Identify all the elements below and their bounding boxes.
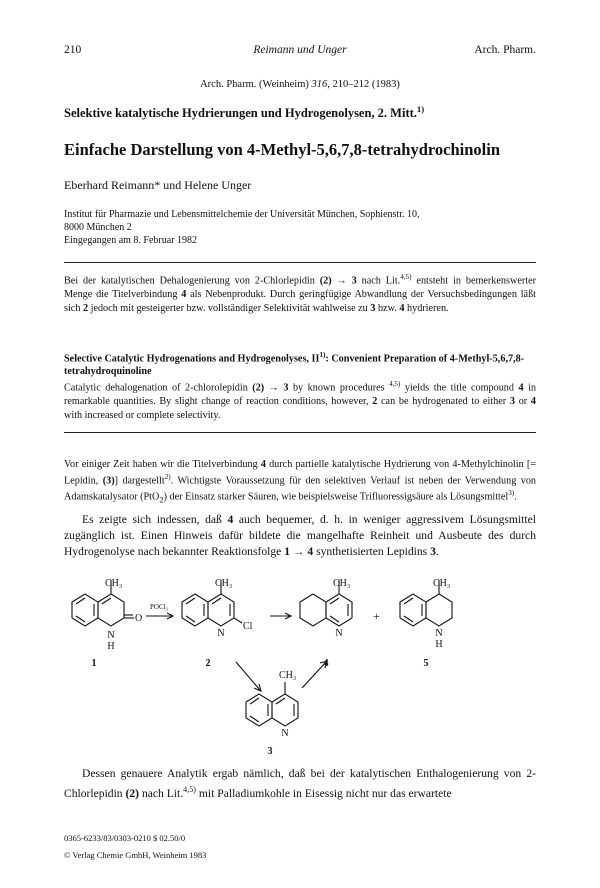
compound-number-3: 3 [267, 746, 273, 757]
main-title: Einfache Darstellung von 4-Methyl-5,6,7,8-tetrahydrochinolin [64, 140, 501, 159]
label-cl-2: Cl [243, 621, 253, 632]
compound-number-4: 4 [323, 658, 329, 669]
label-ch3-4: CH₃ [333, 578, 351, 589]
plus-sign: + [373, 609, 380, 623]
english-title: Selective Catalytic Hydrogenations and Hydrogenolyses, II$^{1)}$: Convenient Preparation of 4-Methyl-5,6,7,8-tetrahydroquinoline [64, 351, 525, 378]
received-date: Eingegangen am 8. Februar 1982 [64, 235, 198, 246]
label-n-3: N [281, 728, 289, 739]
compound-number-2: 2 [205, 658, 211, 669]
page-number: 210 [64, 44, 82, 56]
label-n-5: N [435, 628, 443, 639]
label-o-1: O [135, 613, 143, 624]
label-n-2: N [217, 628, 225, 639]
compound-number-5: 5 [423, 658, 429, 669]
label-ch3-2: CH₃ [215, 578, 233, 589]
compound-number-1: 1 [91, 658, 97, 669]
abstract-german: Bei der katalytischen Dehalogenierung von 2-Chlorlepidin (2) → 3 nach Lit.$^{4,5)}$ entsteht in bemerkenswerter Menge die Titelverbindung 4 als Nebenprodukt. Durch geringfügige Abwandlung der Versuchsbedingungen läßt sich 2 jedoch mit gesteigerter bzw. vollständiger Selektivität wahlweise zu 3 bzw. 4 hydrieren. [64, 273, 536, 315]
citation-line: Arch. Pharm. (Weinheim) 316, 210–212 (1983) [200, 79, 400, 90]
reaction-scheme [64, 578, 536, 758]
label-n-1: N [107, 630, 115, 641]
footnote-ref: 1) [416, 104, 425, 114]
body-paragraph-1: Vor einiger Zeit haben wir die Titelverbindung 4 durch partielle katalytische Hydrierung von 4-Methylchinolin [= Lepidin, (3)] dargestellt$^{2)}$. Wichtigste Voraussetzung für den selektiven Verlauf ist neben der Verwendung von Adamskatalysator (PtO$_2$) der Einsatz starker Säuren, wie beispielsweise Trifluoressigsäure als Lösungsmittel$^{3)}$. [64, 459, 537, 505]
abstract-english: Catalytic dehalogenation of 2-chlorolepidin (2) → 3 by known procedures $^{4,5)}$ yields the title compound 4 in remarkable quantities. By slight change of reaction conditions, however, 2 can be hydrogenated to either 3 or 4 with increased or complete selectivity. [64, 380, 536, 422]
affiliation-city: 8000 München 2 [64, 222, 132, 233]
label-ch3-5: CH₃ [433, 578, 451, 589]
abstract-bottom-rule [64, 432, 536, 433]
abstract-top-rule [64, 262, 536, 263]
compound-3-structure [246, 682, 298, 726]
compound-1-structure [72, 580, 134, 626]
label-h-1: H [107, 641, 115, 652]
running-title: Reimann und Unger [253, 44, 347, 56]
issn-code: 0365-6233/83/0303-0210 $ 02.50/0 [64, 833, 186, 843]
label-h-5: H [435, 639, 443, 650]
affiliation-institute: Institut für Pharmazie und Lebensmittelchemie der Universität München, Sophienstr. 10, [64, 209, 420, 220]
reagent-pocl3: POCl₃ [150, 603, 169, 611]
body-paragraph-3: Dessen genauere Analytik ergab nämlich, daß bei der katalytischen Enthalogenierung von 2-Chlorlepidin (2) nach Lit.$^{4,5)}$ mit Palladiumkohle in Eisessig nicht nur das erwartete [64, 767, 536, 800]
label-ch3-3: CH₃ [279, 670, 297, 681]
affiliation [64, 208, 544, 247]
copyright-notice: © Verlag Chemie GmbH, Weinheim 1983 [64, 850, 207, 860]
body-paragraph-2: Es zeigte sich indessen, daß 4 auch bequemer, d. h. in weniger aggressivem Lösungsmittel zugänglich ist. Einen Hinweis dafür bildete die mangelhafte Reinheit und Ausbeute des durch Hydrogenolyse nach bekannter Reaktionsfolge 1 → 4 synthetisierten Lepidins 3. [64, 513, 536, 558]
volume: 316 [311, 79, 328, 90]
label-n-4: N [335, 628, 343, 639]
authors: Eberhard Reimann* und Helene Unger [64, 178, 252, 192]
label-ch3-1: CH₃ [105, 578, 123, 589]
compound-2-structure [182, 580, 242, 626]
series-title: Selektive katalytische Hydrierungen und Hydrogenolysen, 2. Mitt.$^{1)}$ [64, 104, 425, 121]
journal-short-name: Arch. Pharm. [474, 44, 536, 56]
